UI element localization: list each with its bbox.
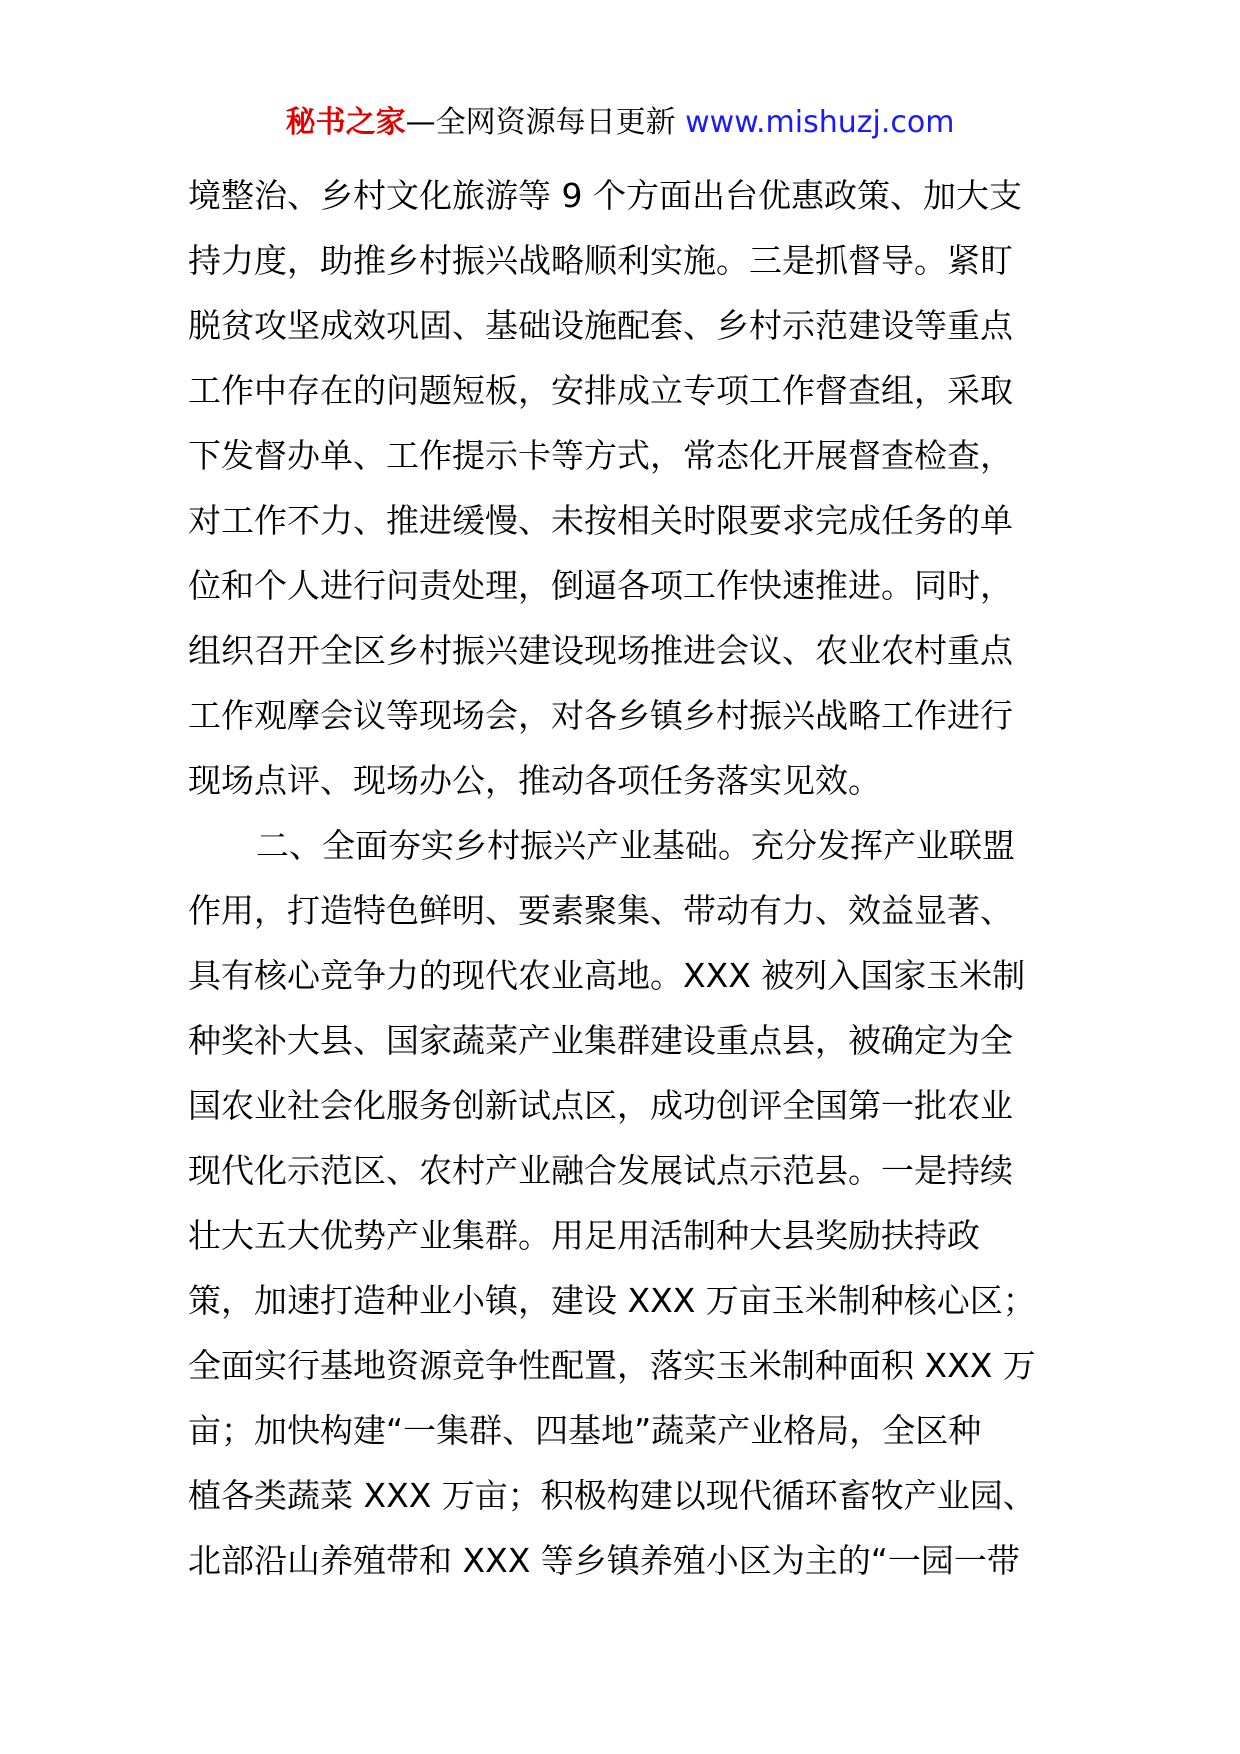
text-line: 国农业社会化服务创新试点区，成功创评全国第一批农业 xyxy=(188,1086,1013,1125)
text-line: 作用，打造特色鲜明、要素聚集、带动有力、效益显著、 xyxy=(188,891,1013,930)
text-line: 现代化示范区、农村产业融合发展试点示范县。一是持续 xyxy=(188,1151,1013,1190)
text-line: 工作观摩会议等现场会，对各乡镇乡村振兴战略工作进行 xyxy=(188,696,1013,735)
text-line: 北部沿山养殖带和 XXX 等乡镇养殖小区为主的“一园一带 xyxy=(188,1541,1020,1580)
text-line: 全面实行基地资源竞争性配置，落实玉米制种面积 XXX 万 xyxy=(188,1346,1036,1385)
text-line: 具有核心竞争力的现代农业高地。XXX 被列入国家玉米制 xyxy=(188,956,1026,995)
text-line: 工作中存在的问题短板，安排成立专项工作督查组，采取 xyxy=(188,371,1013,410)
text-line: 位和个人进行问责处理，倒逼各项工作快速推进。同时， xyxy=(188,566,1013,605)
text-line: 持力度，助推乡村振兴战略顺利实施。三是抓督导。紧盯 xyxy=(188,241,1013,280)
text-line: 境整治、乡村文化旅游等 9 个方面出台优惠政策、加大支 xyxy=(188,176,1022,215)
text-line: 对工作不力、推进缓慢、未按相关时限要求完成任务的单 xyxy=(188,501,1013,540)
site-url-link[interactable]: www.mishuzj.com xyxy=(685,105,955,140)
text-line: 亩；加快构建“一集群、四基地”蔬菜产业格局，全区种 xyxy=(188,1411,982,1450)
text-line: 壮大五大优势产业集群。用足用活制种大县奖励扶持政 xyxy=(188,1216,980,1255)
text-line: 下发督办单、工作提示卡等方式，常态化开展督查检查， xyxy=(188,436,1013,475)
text-line: 植各类蔬菜 XXX 万亩；积极构建以现代循环畜牧产业园、 xyxy=(188,1476,1036,1515)
text-line: 策，加速打造种业小镇，建设 XXX 万亩玉米制种核心区； xyxy=(188,1281,1036,1320)
text-line: 现场点评、现场办公，推动各项任务落实见效。 xyxy=(188,761,881,800)
document-body xyxy=(188,163,1058,1593)
text-line: 脱贫攻坚成效巩固、基础设施配套、乡村示范建设等重点 xyxy=(188,306,1013,345)
site-tagline: —全网资源每日更新 xyxy=(405,105,676,140)
site-header xyxy=(0,103,1240,143)
section-heading-line: 二、全面夯实乡村振兴产业基础。充分发挥产业联盟 xyxy=(256,826,1015,865)
text-line: 种奖补大县、国家蔬菜产业集群建设重点县，被确定为全 xyxy=(188,1021,1013,1060)
text-line: 组织召开全区乡村振兴建设现场推进会议、农业农村重点 xyxy=(188,631,1013,670)
site-brand: 秘书之家 xyxy=(285,105,406,140)
